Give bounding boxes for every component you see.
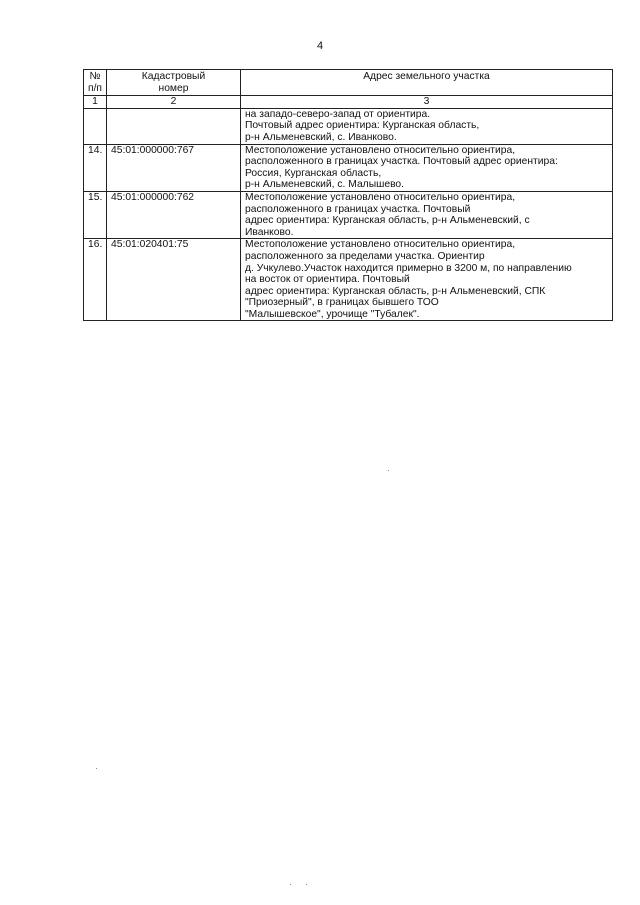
table-row (84, 191, 613, 238)
address-line: Иванково. (245, 226, 294, 238)
land-plot-table (83, 69, 613, 321)
table-row (84, 144, 613, 191)
address-cell (241, 239, 613, 321)
table-row (84, 108, 613, 144)
address-line: р-н Альменевский, с. Иванково. (245, 131, 397, 143)
column-index-3: 3 (241, 96, 613, 109)
header-num (84, 70, 107, 96)
header-cadastral-line2: номер (158, 82, 189, 94)
row-number: 16. (84, 239, 107, 321)
address-line: расположенного в границах участка. Почтовый адрес ориентира: (245, 156, 558, 168)
header-cadastral (107, 70, 241, 96)
table-header-row (84, 70, 613, 96)
address-line: Местоположение установлено относительно ориентира, (245, 239, 516, 251)
scan-speck (290, 884, 291, 885)
address-line: на восток от ориентира. Почтовый (245, 274, 410, 286)
cadastral-number: 45:01:000000:767 (107, 144, 241, 191)
cadastral-number: 45:01:020401:75 (107, 239, 241, 321)
column-index-row (84, 96, 613, 109)
table-row (84, 239, 613, 321)
address-line: Почтовый адрес ориентира: Курганская область, (245, 120, 480, 132)
header-address: Адрес земельного участка (241, 70, 613, 96)
column-index-2: 2 (107, 96, 241, 109)
address-line: расположенного за пределами участка. Ориентир (245, 250, 485, 262)
address-cell (241, 191, 613, 238)
row-number: 14. (84, 144, 107, 191)
address-line: адрес ориентира: Курганская область, р-н Альменевский, СПК (245, 285, 546, 297)
scan-speck (388, 470, 389, 471)
address-line: "Малышевское", урочище "Тубалек". (245, 308, 420, 320)
header-num-line1: № (89, 71, 101, 82)
address-line: расположенного в границах участка. Почтовый (245, 203, 471, 215)
address-line: на западо-северо-запад от ориентира. (245, 108, 431, 120)
address-cell (241, 108, 613, 144)
address-line: Местоположение установлено относительно ориентира, (245, 144, 516, 156)
page-number: 4 (316, 40, 324, 52)
cadastral-number: 45:01:000000:762 (107, 191, 241, 238)
address-line: Россия, Курганская область, (245, 167, 382, 179)
address-line: Местоположение установлено относительно ориентира, (245, 191, 516, 203)
row-number: 15. (84, 191, 107, 238)
address-line: "Приозерный", в границах бывшего ТОО (245, 297, 439, 309)
address-line: р-н Альменевский, с. Малышево. (245, 179, 405, 191)
column-index-1: 1 (84, 96, 107, 109)
row-number (84, 108, 107, 144)
header-num-line2: п/п (88, 82, 103, 94)
address-cell (241, 144, 613, 191)
address-line: адрес ориентира: Курганская область, р-н Альменевский, с (245, 215, 530, 227)
address-line: д. Учкулево.Участок находится примерно в 3200 м, по направлению (245, 262, 572, 274)
header-cadastral-line1: Кадастровый (141, 71, 206, 82)
scan-speck (306, 884, 307, 885)
cadastral-number (107, 108, 241, 144)
scan-speck (96, 768, 97, 769)
